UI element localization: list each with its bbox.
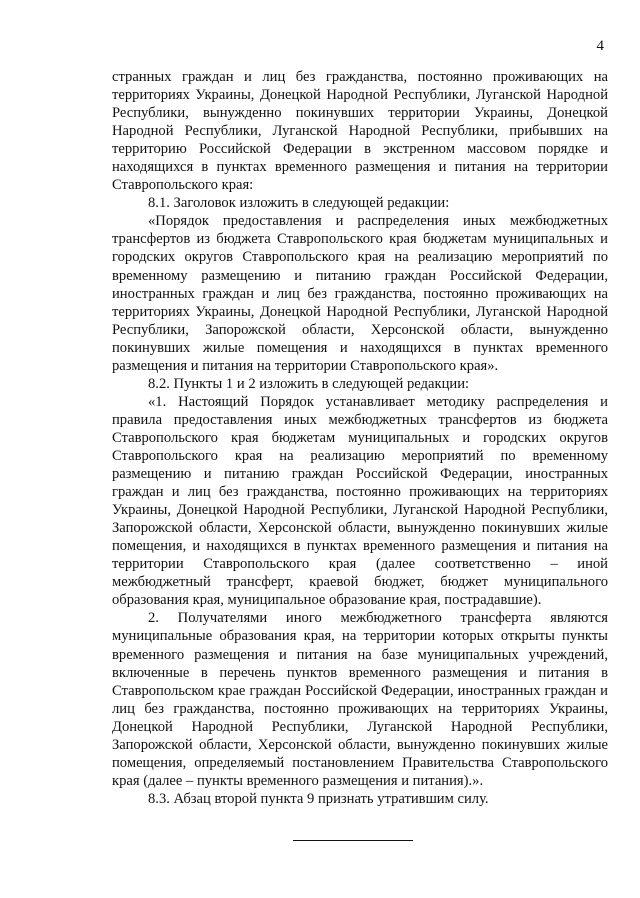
- document-body: [112, 68, 608, 808]
- paragraph-new-title: «Порядок предоставления и распределения иных межбюджетных трансфертов из бюджета Ставропольского края бюджетам муниципальных и городских округов Ставропольского края на реализацию мероприятий по временному размещению и питанию граждан Российской Федерации, иностранных граждан и лиц без гражданства, постоянно проживающих на территориях Украины, Донецкой Народной Республики, Луганской Народной Республики, Запорожской области, Херсонской области, вынужденно покинувших жилые помещения и находящихся в пунктах временного размещения и питания на территории Ставропольского края».: [112, 213, 608, 374]
- page-number: 4: [596, 38, 604, 54]
- paragraph-point-2: 2. Получателями иного межбюджетного трансферта являются муниципальные образования края, на территории которых открыты пункты временного размещения и питания на базе муниципальных учреждений, включенные в перечень пунктов временного размещения и питания в Ставропольском крае граждан Российской Федерации, иностранных граждан и лиц без гражданства, постоянно проживающих на территориях Украины, Донецкой Народной Республики, Луганской Народной Республики, Запорожской области, Херсонской области, вынужденно покинувших жилые помещения, определяемый постановлением Правительства Ставропольского края (далее – пункты временного размещения и питания).».: [112, 610, 608, 789]
- paragraph-8-1: 8.1. Заголовок изложить в следующей редакции:: [148, 195, 450, 212]
- paragraph-point-1: «1. Настоящий Порядок устанавливает методику распределения и правила предоставления иных межбюджетных трансфертов из бюджета Ставропольского края бюджетам муниципальных и городских округов Ставропольского края на реализацию мероприятий по временному размещению и питанию граждан Российской Федерации, иностранных граждан и лиц без гражданства, постоянно проживающих на территориях Украины, Донецкой Народной Республики, Луганской Народной Республики, Запорожской области, Херсонской области, вынужденно покинувших жилые помещения, и находящихся в пунктах временного размещения и питания на территории Ставропольского края (далее соответственно – иной межбюджетный трансферт, краевой бюджет, бюджет муниципального образования края, муниципальное образование края, пострадавшие).: [112, 393, 608, 609]
- paragraph-continuation: странных граждан и лиц без гражданства, постоянно проживающих на территориях Украины, Донецкой Народной Республики, Луганской Народной Республики, вынужденно покинувших территории Украины, Донецкой Народной Республики, Луганской Народной Республики, прибывших на территорию Российской Федерации в экстренном массовом порядке и находящихся в пунктах временного размещения и питания на территории Ставропольского края:: [112, 69, 608, 194]
- paragraph-8-3: 8.3. Абзац второй пункта 9 признать утратившим силу.: [148, 790, 489, 807]
- end-of-text-rule: [293, 840, 413, 841]
- paragraph-8-2: 8.2. Пункты 1 и 2 изложить в следующей редакции:: [148, 375, 470, 392]
